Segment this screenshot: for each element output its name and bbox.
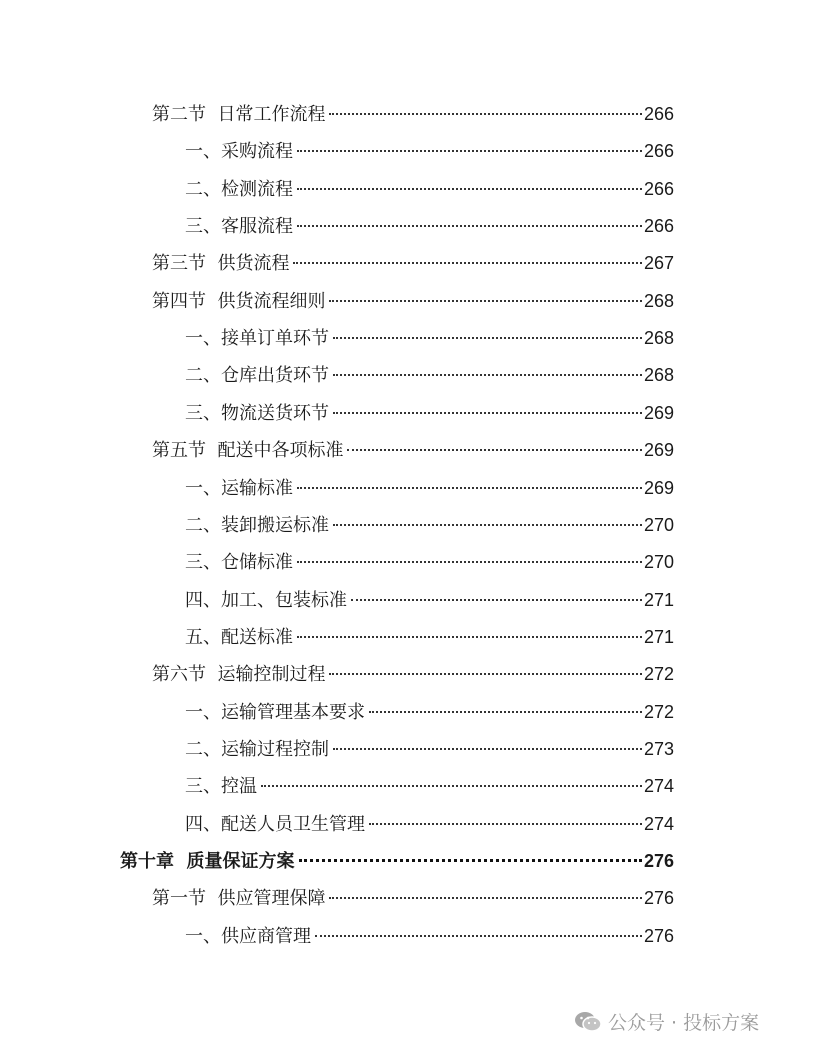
- toc-entry-title: 第二节 日常工作流程: [152, 104, 326, 125]
- wechat-icon: [574, 1011, 602, 1033]
- toc-entry-title: 四、配送人员卫生管理: [185, 813, 365, 835]
- toc-entry[interactable]: [185, 212, 674, 240]
- toc-entry[interactable]: [152, 436, 674, 464]
- toc-entry[interactable]: [152, 287, 674, 315]
- toc-entry-page-number: 271: [643, 589, 674, 610]
- toc-entry[interactable]: [185, 175, 674, 203]
- toc-entry-title: 一、供应商管理: [185, 925, 311, 947]
- toc-entry[interactable]: [185, 735, 674, 763]
- toc-entry-page-number: 274: [643, 776, 674, 797]
- toc-entry-title: 四、加工、包装标准: [185, 589, 347, 611]
- dot-leader: [333, 374, 642, 376]
- dot-leader: [333, 337, 642, 339]
- toc-entry-page-number: 266: [643, 216, 674, 237]
- toc-entry[interactable]: [185, 922, 674, 950]
- toc-entry-title: 第一节 供应管理保障: [152, 888, 326, 910]
- toc-entry-title: 二、装卸搬运标准: [185, 514, 329, 536]
- toc-entry-title: 三、仓储标准: [185, 552, 293, 574]
- toc-entry-page-number: 269: [643, 477, 674, 498]
- dot-leader: [297, 150, 642, 152]
- toc-entry-page-number: 274: [643, 813, 674, 834]
- dot-leader: [297, 225, 642, 227]
- toc-entry-title: 五、配送标准: [185, 626, 293, 648]
- toc-entry-page-number: 268: [643, 328, 674, 349]
- toc-entry[interactable]: [185, 586, 674, 614]
- dot-leader: [369, 711, 642, 713]
- dot-leader: [315, 935, 642, 937]
- toc-entry-title: 二、仓库出货环节: [185, 365, 329, 387]
- dot-leader: [333, 412, 642, 414]
- toc-entry-title: 三、客服流程: [185, 216, 293, 238]
- toc-entry-page-number: 276: [643, 851, 674, 871]
- watermark: [574, 1008, 759, 1035]
- toc-entry-page-number: 270: [643, 514, 674, 535]
- dot-leader: [333, 524, 642, 526]
- toc-entry-title: 三、物流送货环节: [185, 402, 329, 424]
- dot-leader: [369, 823, 642, 825]
- toc-entry-title: 第十章 质量保证方案: [120, 851, 295, 872]
- toc-entry-page-number: 269: [643, 402, 674, 423]
- toc-entry[interactable]: [185, 474, 674, 502]
- toc-entry-page-number: 273: [643, 738, 674, 759]
- dot-leader: [299, 859, 642, 862]
- dot-leader: [297, 487, 642, 489]
- dot-leader: [347, 449, 642, 451]
- toc-entry-title: 一、运输标准: [185, 477, 293, 499]
- toc-entry-page-number: 276: [643, 888, 674, 909]
- toc-entry-page-number: 266: [643, 141, 674, 162]
- toc-entry-page-number: 267: [643, 253, 674, 274]
- toc-entry[interactable]: [185, 772, 674, 800]
- toc-entry-title: 二、检测流程: [185, 178, 293, 200]
- dot-leader: [351, 599, 642, 601]
- toc-entry[interactable]: [152, 660, 674, 688]
- dot-leader: [329, 897, 642, 899]
- dot-leader: [329, 113, 642, 115]
- toc-entry[interactable]: [185, 361, 674, 389]
- dot-leader: [297, 188, 642, 190]
- toc-entry[interactable]: [185, 324, 674, 352]
- toc-entry[interactable]: [185, 511, 674, 539]
- dot-leader: [333, 748, 642, 750]
- toc-entry[interactable]: [152, 249, 674, 277]
- dot-leader: [297, 636, 642, 638]
- toc-entry[interactable]: [185, 810, 674, 838]
- toc-entry[interactable]: [120, 847, 674, 875]
- toc-entry-title: 第四节 供货流程细则: [152, 290, 326, 312]
- toc-entry-page-number: 266: [643, 104, 674, 124]
- toc-entry-page-number: 266: [643, 178, 674, 199]
- toc-entry[interactable]: [185, 137, 674, 165]
- watermark-text: 公众号 · 投标方案: [608, 1012, 760, 1034]
- toc-entry-page-number: 271: [643, 626, 674, 647]
- toc-entry[interactable]: [152, 884, 674, 912]
- toc-entry-title: 一、接单订单环节: [185, 328, 329, 350]
- toc-entry-title: 第六节 运输控制过程: [152, 664, 326, 686]
- toc-entry-page-number: 272: [643, 701, 674, 722]
- toc-entry[interactable]: [152, 100, 674, 128]
- toc-entry[interactable]: [185, 623, 674, 651]
- dot-leader: [297, 561, 642, 563]
- toc-entry-title: 第五节 配送中各项标准: [152, 440, 344, 462]
- toc-entry-title: 一、运输管理基本要求: [185, 701, 365, 723]
- toc-entry-page-number: 268: [643, 290, 674, 311]
- toc-entry-title: 第三节 供货流程: [152, 253, 290, 275]
- dot-leader: [329, 673, 642, 675]
- toc-entry-title: 三、控温: [185, 776, 257, 798]
- toc-entry-page-number: 269: [643, 440, 674, 461]
- toc-entry-title: 二、运输过程控制: [185, 738, 329, 760]
- toc-entry[interactable]: [185, 698, 674, 726]
- dot-leader: [261, 785, 642, 787]
- dot-leader: [293, 262, 642, 264]
- toc-entry-page-number: 276: [643, 925, 674, 946]
- toc-entry-title: 一、采购流程: [185, 141, 293, 163]
- toc-entry-page-number: 272: [643, 664, 674, 685]
- toc-entry[interactable]: [185, 548, 674, 576]
- toc-entry[interactable]: [185, 399, 674, 427]
- toc-entry-page-number: 270: [643, 552, 674, 573]
- dot-leader: [329, 300, 642, 302]
- toc-entry-page-number: 268: [643, 365, 674, 386]
